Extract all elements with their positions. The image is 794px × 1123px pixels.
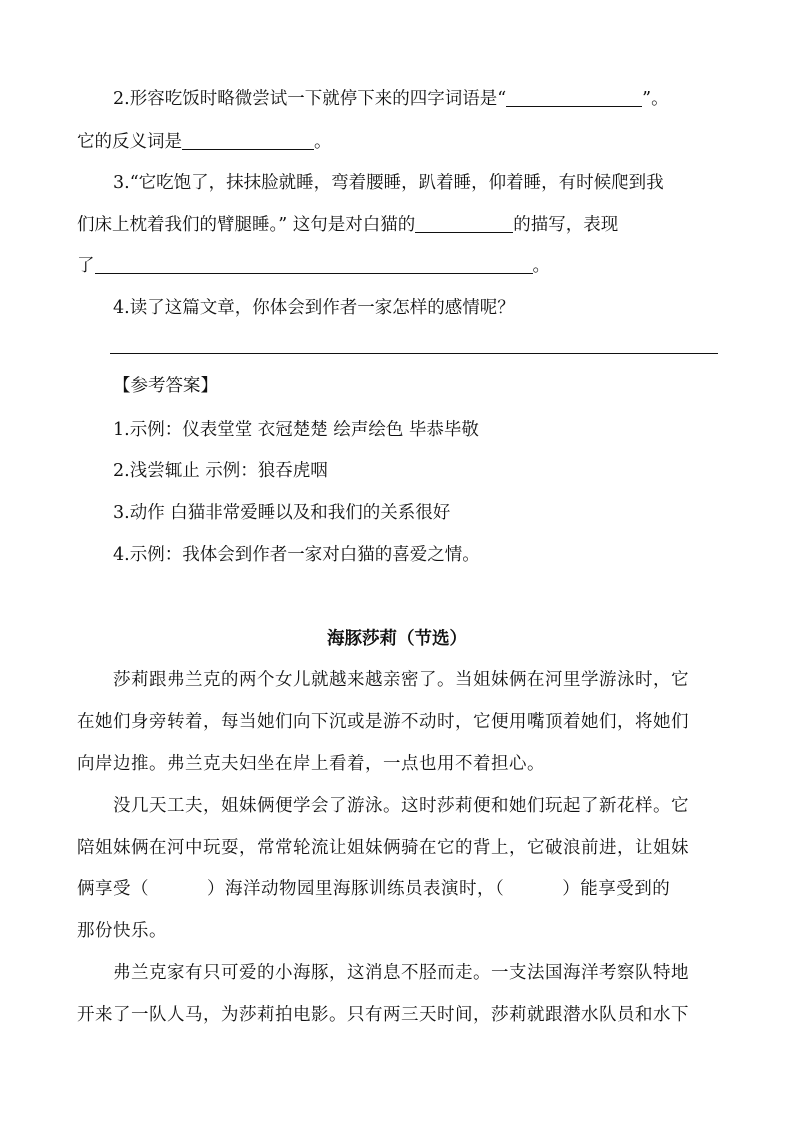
passage-title: 海豚莎莉（节选） [327,629,467,649]
passage-p3-line1: 弗兰克家有只可爱的小海豚，这消息不胫而走。一支法国海洋考察队特地 [113,963,689,983]
answer-4: 4.示例：我体会到作者一家对白猫的喜爱之情。 [113,545,480,565]
q2-line1 [113,87,669,111]
q2-text-end: ”。 [642,89,669,109]
q3-text-after: 的描写，表现 [513,215,619,235]
q2-line2 [77,130,332,154]
passage-p2-line1: 没几天工夫，姐妹俩便学会了游泳。这时莎莉便和她们玩起了新花样。它 [113,796,689,816]
passage-p2-text-b: ）海洋动物园里海豚训练员表演时，（ [207,879,505,899]
q4-question: 4.读了这篇文章，你体会到作者一家怎样的感情呢？ [113,298,515,318]
passage-p1-line2: 在她们身旁转着，每当她们向下沉或是游不动时，它便用嘴顶着她们，将她们 [77,712,689,732]
q3-line2 [77,213,618,237]
q3-blank-2[interactable] [95,255,533,274]
passage-p2-text-a: 俩享受（ [77,879,149,899]
answer-1: 1.示例：仪表堂堂 衣冠楚楚 绘声绘色 毕恭毕敬 [113,420,479,440]
q4-answer-line[interactable] [110,353,718,354]
passage-p2-line3 [77,877,670,901]
passage-p1-line1: 莎莉跟弗兰克的两个女儿就越来越亲密了。当姐妹俩在河里学游泳时，它 [113,670,689,690]
q3-line3 [77,254,550,278]
q3-text-end: 。 [532,256,550,276]
answer-2: 2.浅尝辄止 示例：狼吞虎咽 [113,461,328,481]
passage-p2-line2: 陪姐妹俩在河中玩耍，常常轮流让姐妹俩骑在它的背上，它破浪前进，让姐妹 [77,838,689,858]
passage-p3-line2: 开来了一队人马，为莎莉拍电影。只有两三天时间，莎莉就跟潜水队员和水下 [77,1005,689,1025]
answer-3: 3.动作 白猫非常爱睡以及和我们的关系很好 [113,503,451,523]
q3-text: 们床上枕着我们的臂腿睡。” 这句是对白猫的 [77,215,416,235]
q2-antonym-blank[interactable] [182,131,314,150]
q2-antonym-end: 。 [314,132,332,152]
passage-p2-text-c: ）能享受到的 [562,879,671,899]
passage-p1-line3: 向岸边推。弗兰克夫妇坐在岸上看着，一点也用不着担心。 [77,754,545,774]
q3-text-le: 了 [77,256,95,276]
answers-heading: 【参考答案】 [113,376,218,396]
q3-blank-1[interactable] [415,214,513,233]
q2-antonym-text: 它的反义词是 [77,132,182,152]
q2-answer-blank[interactable] [506,88,642,107]
passage-p2-line4: 那份快乐。 [77,921,167,941]
q3-line1: 3.“它吃饱了，抹抹脸就睡，弯着腰睡，趴着睡，仰着睡，有时候爬到我 [113,173,664,193]
q2-text: 2.形容吃饭时略微尝试一下就停下来的四字词语是“ [113,89,507,109]
